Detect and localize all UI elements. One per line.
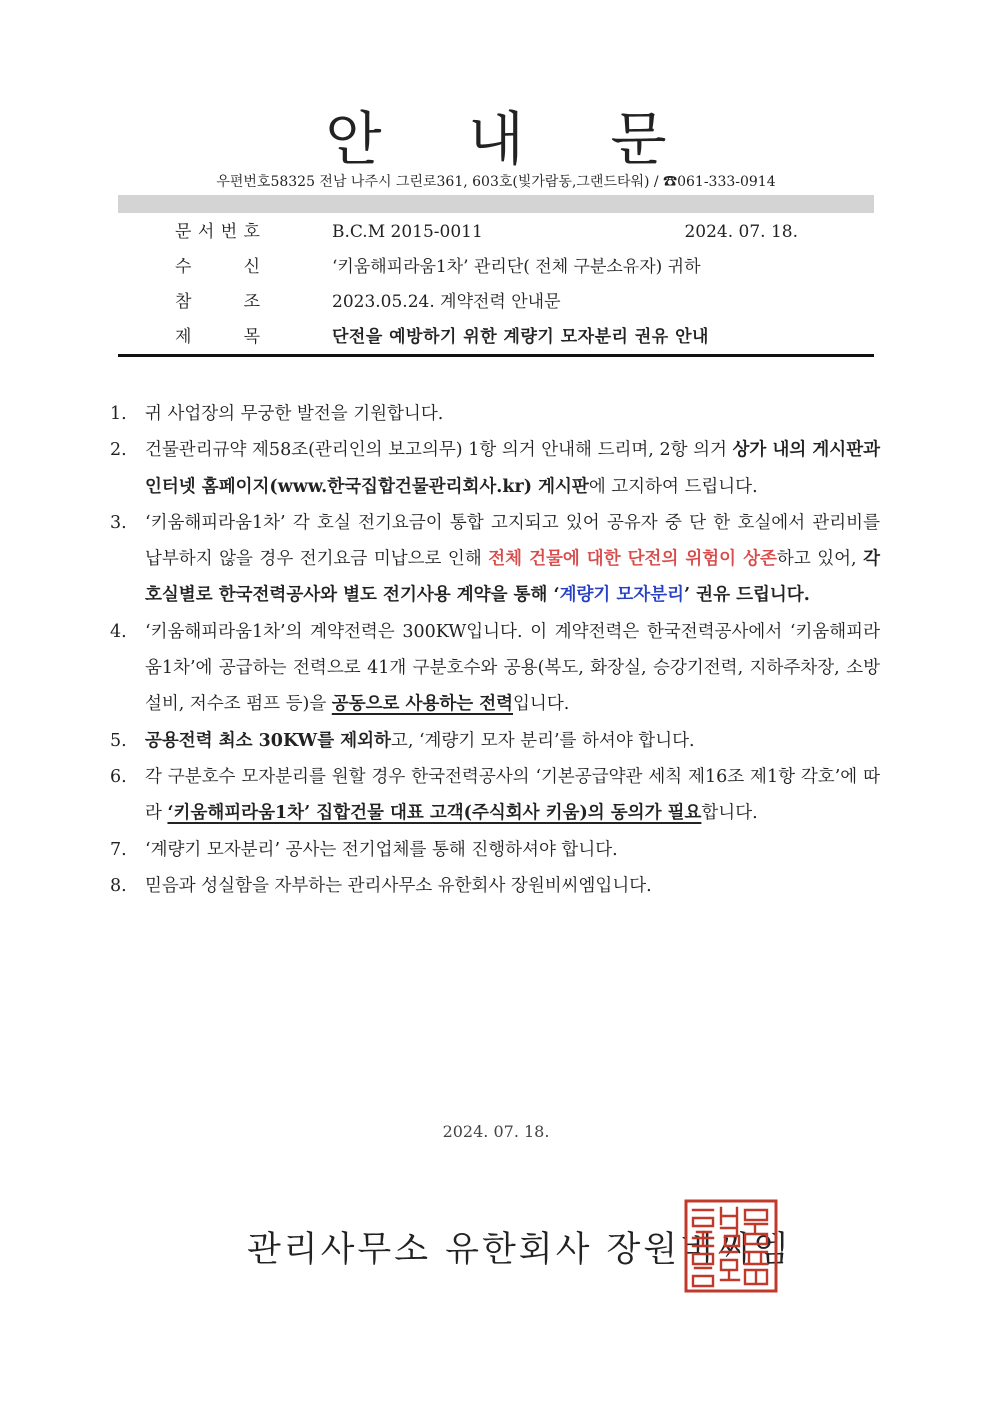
subject-value: 단전을 예방하기 위한 계량기 모자분리 권유 안내	[332, 327, 709, 347]
notice-item-text: ‘계량기 모자분리’ 공사는 전기업체를 통해 진행하셔야 합니다.	[145, 839, 618, 860]
official-seal-icon	[683, 1198, 779, 1294]
notice-item-text: 합니다.	[701, 803, 758, 824]
subject-label: 제 목	[175, 327, 260, 347]
notice-item-text: 계량기 모자분리	[559, 585, 684, 606]
notice-item-number: 5.	[110, 730, 127, 751]
address-line: 우편번호58325 전남 나주시 그린로361, 603호(빛가람동,그랜드타워) / ☎061-333-0914	[216, 174, 776, 190]
notice-item-text: ‘키움해피라움1차’의 계약전력은 300KW입니다. 이 계약전력은 한국전력공사에서 ‘키움해피라움1차’에 공급하는 전력으로 41개 구분호수와 공용(복도, 화장실, 승강기전력, 지하주차장, 소방설비, 저수조 펌프 등)을	[145, 621, 880, 715]
notice-item-text: ‘키움해피라움1차’ 집합건물 대표 고객(주식회사 키움)의 동의가 필요	[167, 803, 702, 824]
doc-no-label: 문 서 번 호	[175, 222, 260, 242]
notice-item-number: 4.	[110, 621, 127, 642]
notice-item-number: 8.	[110, 875, 127, 896]
notice-item-text: 공용전력 최소 30KW를 제외하	[145, 730, 391, 751]
notice-item-text: ’ 권유 드립니다.	[684, 585, 810, 606]
notice-item	[110, 614, 880, 723]
notice-item-text: 건물관리규약 제58조(관리인의 보고의무) 1항 의거 안내해 드리며, 2항 의거	[145, 440, 733, 461]
notice-item-number: 2.	[110, 440, 127, 461]
doc-no-value: B.C.M 2015-0011	[332, 222, 483, 242]
header-gray-band	[118, 195, 874, 213]
header-rule	[118, 354, 874, 357]
notice-item-text: 각 구분호수 모자분리를 원할 경우 한국전력공사의 ‘기본공급약관 세칙 제16조 제1항 각호’에 따라	[145, 766, 880, 824]
notice-item	[110, 396, 880, 432]
notice-item-text: 고, ‘계량기 모자 분리’를 하셔야 합니다.	[390, 730, 695, 751]
notice-item-text: 각 호실별로 한국전력공사와 별도 전기사용 계약을 통해 ‘	[145, 549, 880, 606]
document-title: 안 내 문	[325, 105, 701, 173]
notice-item-number: 3.	[110, 512, 127, 533]
footer-date: 2024. 07. 18.	[442, 1122, 550, 1141]
notice-item-text: 공동으로 사용하는 전력	[331, 694, 514, 715]
reference-label: 참 조	[175, 292, 260, 312]
notice-item-text: 입니다.	[513, 694, 570, 715]
notice-item-text: ‘키움해피라움1차’ 각 호실 전기요금이 통합 고지되고 있어 공유자 중 단 한 호실에서 관리비를 납부하지 않을 경우 전기요금 미납으로 인해	[145, 512, 880, 570]
notice-item	[110, 868, 880, 904]
recipient-value: ‘키움해피라움1차’ 관리단( 전체 구분소유자) 귀하	[332, 257, 701, 277]
doc-date: 2024. 07. 18.	[684, 222, 798, 242]
signer-name: 관리사무소 유한회사 장원비씨엠	[247, 1230, 791, 1270]
notice-item-text: 믿음과 성실함을 자부하는 관리사무소 유한회사 장원비씨엠입니다.	[145, 875, 652, 896]
reference-value: 2023.05.24. 계약전력 안내문	[332, 292, 561, 312]
notice-item	[110, 723, 880, 759]
notice-item	[110, 759, 880, 832]
notice-item	[110, 505, 880, 614]
notice-item-text: 귀 사업장의 무궁한 발전을 기원합니다.	[145, 404, 444, 424]
notice-item-text: 상가 내의 게시판과 인터넷 홈페이지(www.한국집합건물관리회사.kr) 게시판	[145, 440, 880, 497]
notice-item-text: 에 고지하여 드립니다.	[588, 476, 758, 497]
notice-item-text: 하고 있어,	[776, 549, 864, 570]
notice-item	[110, 832, 880, 868]
notice-items	[110, 396, 880, 904]
recipient-label: 수 신	[175, 257, 260, 277]
notice-item-text: 전체 건물에 대한 단전의 위험이 상존	[488, 549, 777, 570]
notice-item-number: 1.	[110, 404, 127, 424]
notice-item-number: 6.	[110, 766, 127, 787]
notice-item-number: 7.	[110, 839, 127, 860]
notice-item	[110, 432, 880, 505]
